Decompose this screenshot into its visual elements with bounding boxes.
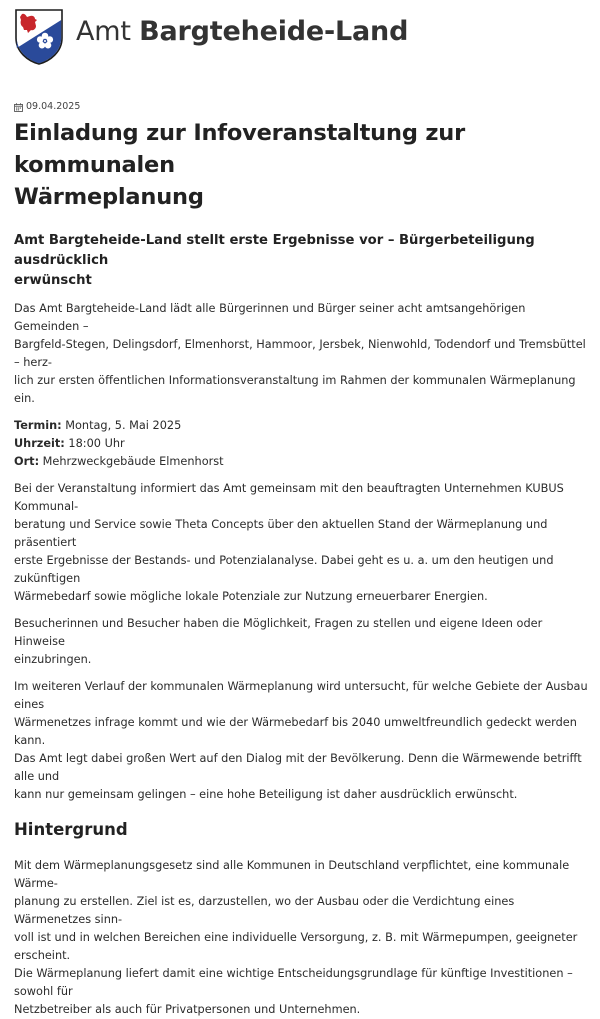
text-line: Das Amt legt dabei großen Wert auf den Dialog mit der Bevölkerung. Denn die Wärmewende betrifft alle und xyxy=(14,752,582,783)
site-header xyxy=(0,0,600,78)
ort-label: Ort: xyxy=(14,455,40,468)
text-line: lich zur ersten öffentlichen Informationsveranstaltung im Rahmen der kommunalen Wärmeplanung ein. xyxy=(14,374,576,405)
ort-value: Mehrzweckgebäude Elmenhorst xyxy=(39,455,224,468)
paragraph-event-info xyxy=(14,480,588,606)
event-ort xyxy=(14,453,588,471)
text-line: kann nur gemeinsam gelingen – eine hohe Beteiligung ist daher ausdrücklich erwünscht. xyxy=(14,788,518,801)
coat-of-arms-logo[interactable] xyxy=(14,8,64,66)
text-line: Im weiteren Verlauf der kommunalen Wärmeplanung wird untersucht, für welche Gebiete der Ausbau eines xyxy=(14,680,588,711)
section-heading-hintergrund: Hintergrund xyxy=(14,820,128,839)
intro-paragraph xyxy=(14,300,588,408)
text-line: Mit dem Wärmeplanungsgesetz sind alle Kommunen in Deutschland verpflichtet, eine kommunale Wärme- xyxy=(14,859,570,890)
calendar-icon xyxy=(14,103,23,112)
termin-value: Montag, 5. Mai 2025 xyxy=(61,419,182,432)
text-line: Besucherinnen und Besucher haben die Möglichkeit, Fragen zu stellen und eigene Ideen oder Hinweise xyxy=(14,617,543,648)
article-date-text: 09.04.2025 xyxy=(26,101,81,112)
event-details xyxy=(14,417,588,471)
uhrzeit-label: Uhrzeit: xyxy=(14,437,65,450)
article-subtitle-line: erwünscht xyxy=(14,273,92,288)
termin-label: Termin: xyxy=(14,419,62,432)
article-title-line: Wärmeplanung xyxy=(14,184,204,210)
article-subtitle xyxy=(14,231,588,291)
text-line: Das Amt Bargteheide-Land lädt alle Bürgerinnen und Bürger seiner acht amtsangehörigen Gemeinden – xyxy=(14,302,526,333)
text-line: beratung und Service sowie Theta Concepts über den aktuellen Stand der Wärmeplanung und präsentiert xyxy=(14,518,548,549)
article-title xyxy=(14,117,588,213)
paragraph-further-process xyxy=(14,678,588,804)
article-title-line: Einladung zur Infoveranstaltung zur kommunalen xyxy=(14,120,465,178)
text-line: Die Wärmeplanung liefert damit eine wichtige Entscheidungsgrundlage für künftige Investitionen – sowohl für xyxy=(14,967,573,998)
text-line: planung zu erstellen. Ziel ist es, darzustellen, wo der Ausbau oder die Verdichtung eines Wärmenetzes sinn- xyxy=(14,895,515,926)
text-line: einzubringen. xyxy=(14,653,92,666)
text-line: Wärmebedarf sowie mögliche lokale Potenziale zur Nutzung erneuerbarer Energien. xyxy=(14,590,488,603)
site-title[interactable] xyxy=(76,16,408,47)
text-line: Bei der Veranstaltung informiert das Amt gemeinsam mit den beauftragten Unternehmen KUBUS Kommunal- xyxy=(14,482,564,513)
text-line: voll ist und in welchen Bereichen eine individuelle Versorgung, z. B. mit Wärmepumpen, geeigneter erscheint. xyxy=(14,931,578,962)
text-line: Netzbetreiber als auch für Privatpersonen und Unternehmen. xyxy=(14,1003,361,1016)
article-date xyxy=(14,100,588,114)
article xyxy=(14,100,588,1019)
article-subtitle-line: Amt Bargteheide-Land stellt erste Ergebnisse vor – Bürgerbeteiligung ausdrücklich xyxy=(14,233,535,268)
uhrzeit-value: 18:00 Uhr xyxy=(64,437,125,450)
site-title-main: Bargteheide-Land xyxy=(139,16,409,47)
event-uhrzeit xyxy=(14,435,588,453)
paragraph-questions xyxy=(14,615,588,669)
paragraph-background xyxy=(14,857,588,1019)
site-title-prefix: Amt xyxy=(76,16,140,47)
text-line: Wärmenetzes infrage kommt und wie der Wärmebedarf bis 2040 umweltfreundlich gedeckt werden kann. xyxy=(14,716,577,747)
text-line: Bargfeld-Stegen, Delingsdorf, Elmenhorst, Hammoor, Jersbek, Nienwohld, Todendorf und Tremsbüttel – herz- xyxy=(14,338,586,369)
text-line: erste Ergebnisse der Bestands- und Potenzialanalyse. Dabei geht es u. a. um den heutigen und zukünftigen xyxy=(14,554,554,585)
event-termin xyxy=(14,417,588,435)
